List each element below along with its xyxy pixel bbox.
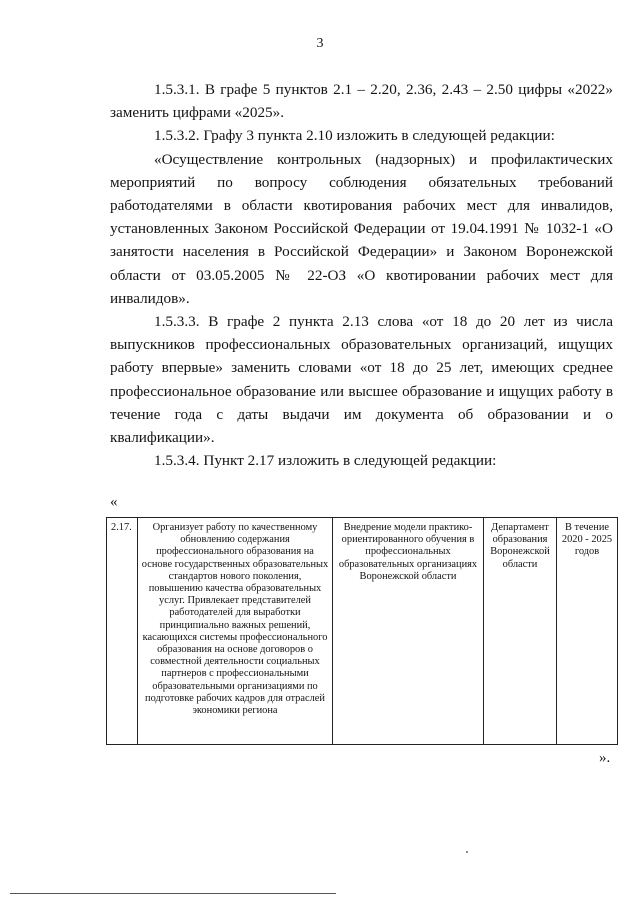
deadline-cell: В течение 2020 - 2025 годов bbox=[557, 518, 618, 745]
responsible-cell: Департамент образования Воронежской области bbox=[484, 518, 557, 745]
amendment-table bbox=[106, 517, 618, 745]
page-number: 3 bbox=[316, 36, 324, 51]
table-close-quote: ». bbox=[599, 750, 611, 766]
table-open-quote: « bbox=[110, 494, 118, 510]
paragraph-1-5-3-1: 1.5.3.1. В графе 5 пунктов 2.1 – 2.20, 2.36, 2.43 – 2.50 цифры «2022» заменить цифрами «2025». bbox=[110, 81, 613, 122]
paragraph-1-5-3-3: 1.5.3.3. В графе 2 пункта 2.13 слова «от 18 до 20 лет из числа выпускников профессиональных образовательных организаций, ищущих работу впервые» заменить словами «от 18 до 25 лет, имеющих среднее профессиональное образование или высшее образование и ищущих работу в течение года с даты выдачи им документа об образовании и о квалификации». bbox=[110, 313, 613, 447]
footer-rule bbox=[10, 893, 336, 894]
row-number-cell: 2.17. bbox=[107, 518, 138, 745]
paragraph-1-5-3-2: 1.5.3.2. Графу 3 пункта 2.10 изложить в следующей редакции: bbox=[154, 127, 555, 145]
paragraph-1-5-3-4: 1.5.3.4. Пункт 2.17 изложить в следующей редакции: bbox=[154, 452, 497, 470]
scan-speck bbox=[466, 851, 468, 853]
table-row bbox=[107, 518, 618, 745]
result-cell: Внедрение модели практико-ориентированного обучения в профессиональных образовательных организациях Воронежской области bbox=[333, 518, 484, 745]
paragraph-2-10-new-text: «Осуществление контрольных (надзорных) и профилактических мероприятий по вопросу соблюдения обязательных требований работодателями в области квотирования рабочих мест для инвалидов, установленных Законом Российской Федерации от 19.04.1991 № 1032-1 «О занятости населения в Российской Федерации» и Законом Воронежской области от 03.05.2005 № 22-ОЗ «О квотировании рабочих мест для инвалидов». bbox=[110, 150, 613, 307]
activity-cell: Организует работу по качественному обновлению содержания профессионального образования на основе государственных образовательных стандартов нового поколения, повышению качества образовательных услуг. Привлекает представителей работодателей для выработки принципиально важных решений, касающихся системы профессионального образования на основе договоров о совместной деятельности социальных партнеров с профессиональными образовательными организациями по подготовке рабочих кадров для отраслей экономики региона bbox=[138, 518, 333, 745]
document-body bbox=[110, 78, 613, 472]
